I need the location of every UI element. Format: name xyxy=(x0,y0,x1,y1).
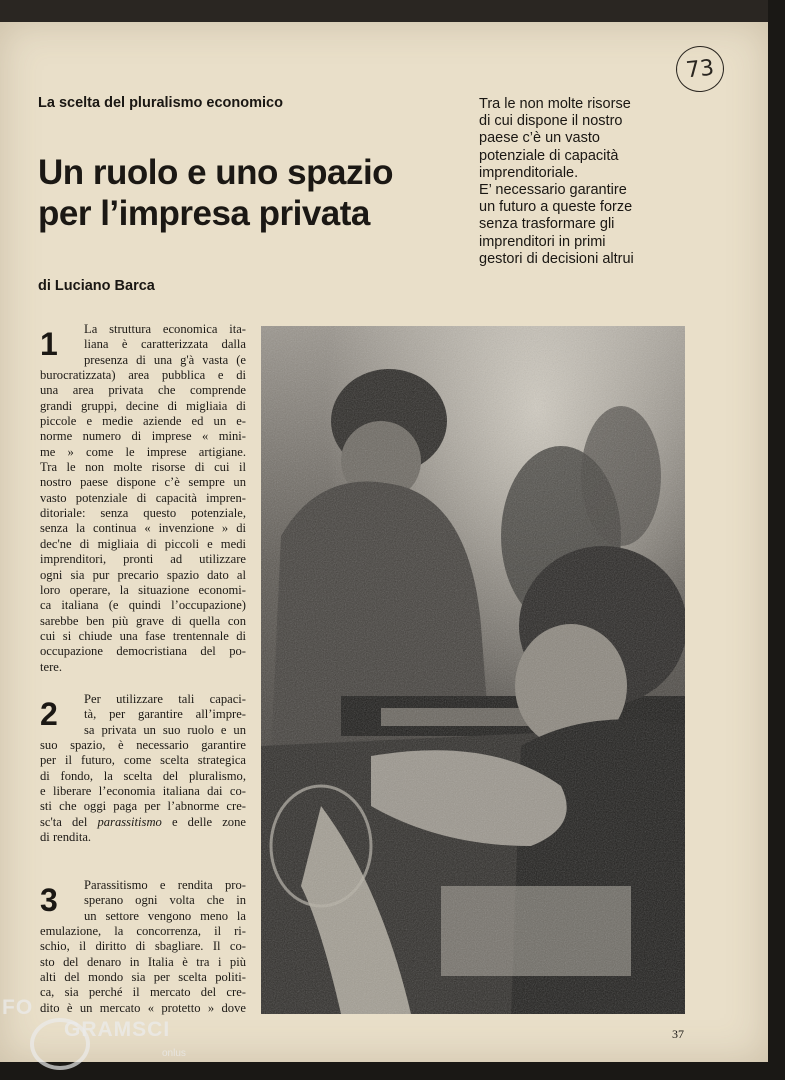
text-line: burocratizzata) area pubblica e di xyxy=(40,368,246,383)
text-fragment: sc'ta del xyxy=(40,814,88,829)
text-line: grandi gruppi, decine di migliaia di xyxy=(40,398,246,413)
text-line: per il futuro, come scelta strategica xyxy=(40,753,246,768)
standfirst-line: un futuro a queste forze xyxy=(479,199,633,216)
text-line: sa privata un suo ruolo e un xyxy=(84,722,246,737)
factory-workers-photo xyxy=(261,326,685,1014)
text-line: occupazione democristiana del po- xyxy=(40,644,246,659)
text-line: dito è un mercato « protetto » dove xyxy=(40,1000,246,1015)
text-line: sarebbe ben più grave di quella con xyxy=(40,613,246,628)
text-line: liana è caratterizzata dalla xyxy=(84,337,246,352)
article-byline: di Luciano Barca xyxy=(38,278,155,294)
text-line xyxy=(40,815,246,830)
text-line: suo spazio, è necessario garantire xyxy=(40,738,246,753)
text-line: La struttura economica ita- xyxy=(84,322,246,336)
text-line: ca, sia perché il mercato del cre- xyxy=(40,985,246,1000)
text-line: dec'ne di migliaia di piccoli e medi xyxy=(40,536,246,551)
headline-line-1: Un ruolo e uno spazio xyxy=(38,153,394,192)
text-line: schio, il diritto di sbagliare. Il co- xyxy=(40,939,246,954)
standfirst-line: E’ necessario garantire xyxy=(479,182,627,199)
text-line: norme numero di imprese « mini- xyxy=(40,429,246,444)
standfirst-line: senza trasformare gli xyxy=(479,216,615,233)
standfirst-line: imprenditoriale. xyxy=(479,164,579,181)
section-number: 3 xyxy=(40,882,58,918)
standfirst-line: imprenditori in primi xyxy=(479,233,606,250)
page-number: 37 xyxy=(672,1027,684,1041)
text-line: sti che oggi paga per l’abnorme cre- xyxy=(40,799,246,814)
scan-border-right xyxy=(768,0,785,1080)
standfirst-line: paese c’è un vasto xyxy=(479,130,600,147)
text-line: presenza di una g'à vasta (e xyxy=(84,352,246,367)
text-line: sperano ogni volta che in xyxy=(84,893,246,908)
section-number: 1 xyxy=(40,326,58,362)
section-number: 2 xyxy=(40,696,58,732)
headline-line-2: per l’impresa privata xyxy=(38,194,370,233)
text-line: senza la continua « invenzione » di xyxy=(40,521,246,536)
standfirst-line: Tra le non molte risorse xyxy=(479,96,631,112)
text-line: cui si chiude una fase trentennale di xyxy=(40,628,246,643)
emphasis-parassitismo: parassitismo xyxy=(97,814,162,829)
text-line: Parassitismo e rendita pro- xyxy=(84,878,246,892)
text-line: un settore vengono meno la xyxy=(84,908,246,923)
text-line: me » come le imprese artigiane. xyxy=(40,444,246,459)
section-2-text xyxy=(40,692,246,845)
handwritten-page-annotation: 73 xyxy=(674,44,727,95)
text-line: alti del mondo sia per scelta politi- xyxy=(40,970,246,985)
article-headline xyxy=(38,152,468,234)
text-line: loro operare, la situazione economi- xyxy=(40,582,246,597)
text-line: ogni sia pur precario spazio dato al xyxy=(40,567,246,582)
watermark-text-1: FO xyxy=(2,996,34,1019)
standfirst-line: potenziale di capacità xyxy=(479,147,619,164)
section-1-text xyxy=(40,322,246,675)
article-standfirst xyxy=(479,96,709,268)
standfirst-line: gestori di decisioni altrui xyxy=(479,250,634,267)
standfirst-line: di cui dispone il nostro xyxy=(479,113,623,130)
text-line: imprenditori, pronti ad utilizzare xyxy=(40,552,246,567)
text-line: tà, per garantire all’impre- xyxy=(84,707,246,722)
text-line: emulazione, la concorrenza, il ri- xyxy=(40,924,246,939)
watermark-text-3: onlus xyxy=(162,1048,186,1059)
text-line: nostro paese dispone c’è sempre un xyxy=(40,475,246,490)
text-line: tere. xyxy=(40,659,63,674)
text-line: piccole e medie aziende ed un e- xyxy=(40,414,246,429)
text-line: Per utilizzare tali capaci- xyxy=(84,692,246,706)
text-fragment: e delle zone xyxy=(171,814,246,829)
text-line: di fondo, la scelta del pluralismo, xyxy=(40,768,246,783)
fondazione-gramsci-watermark xyxy=(2,990,202,1070)
text-line: una area privata che comprende xyxy=(40,383,246,398)
text-line: ditoriale: senza questo potenziale, xyxy=(40,506,246,521)
text-line: vasto potenziale di capacità impren- xyxy=(40,490,246,505)
watermark-text-2: GRAMSCI xyxy=(64,1018,171,1041)
text-line: sto del denaro in Italia è tra i più xyxy=(40,954,246,969)
text-line: di rendita. xyxy=(40,830,92,845)
text-line: ca italiana (e quindi l’occupazione) xyxy=(40,598,246,613)
text-line: e liberare l’economia italiana dai co- xyxy=(40,784,246,799)
text-line: Tra le non molte risorse di cui il xyxy=(40,460,246,475)
article-kicker: La scelta del pluralismo economico xyxy=(38,95,283,111)
